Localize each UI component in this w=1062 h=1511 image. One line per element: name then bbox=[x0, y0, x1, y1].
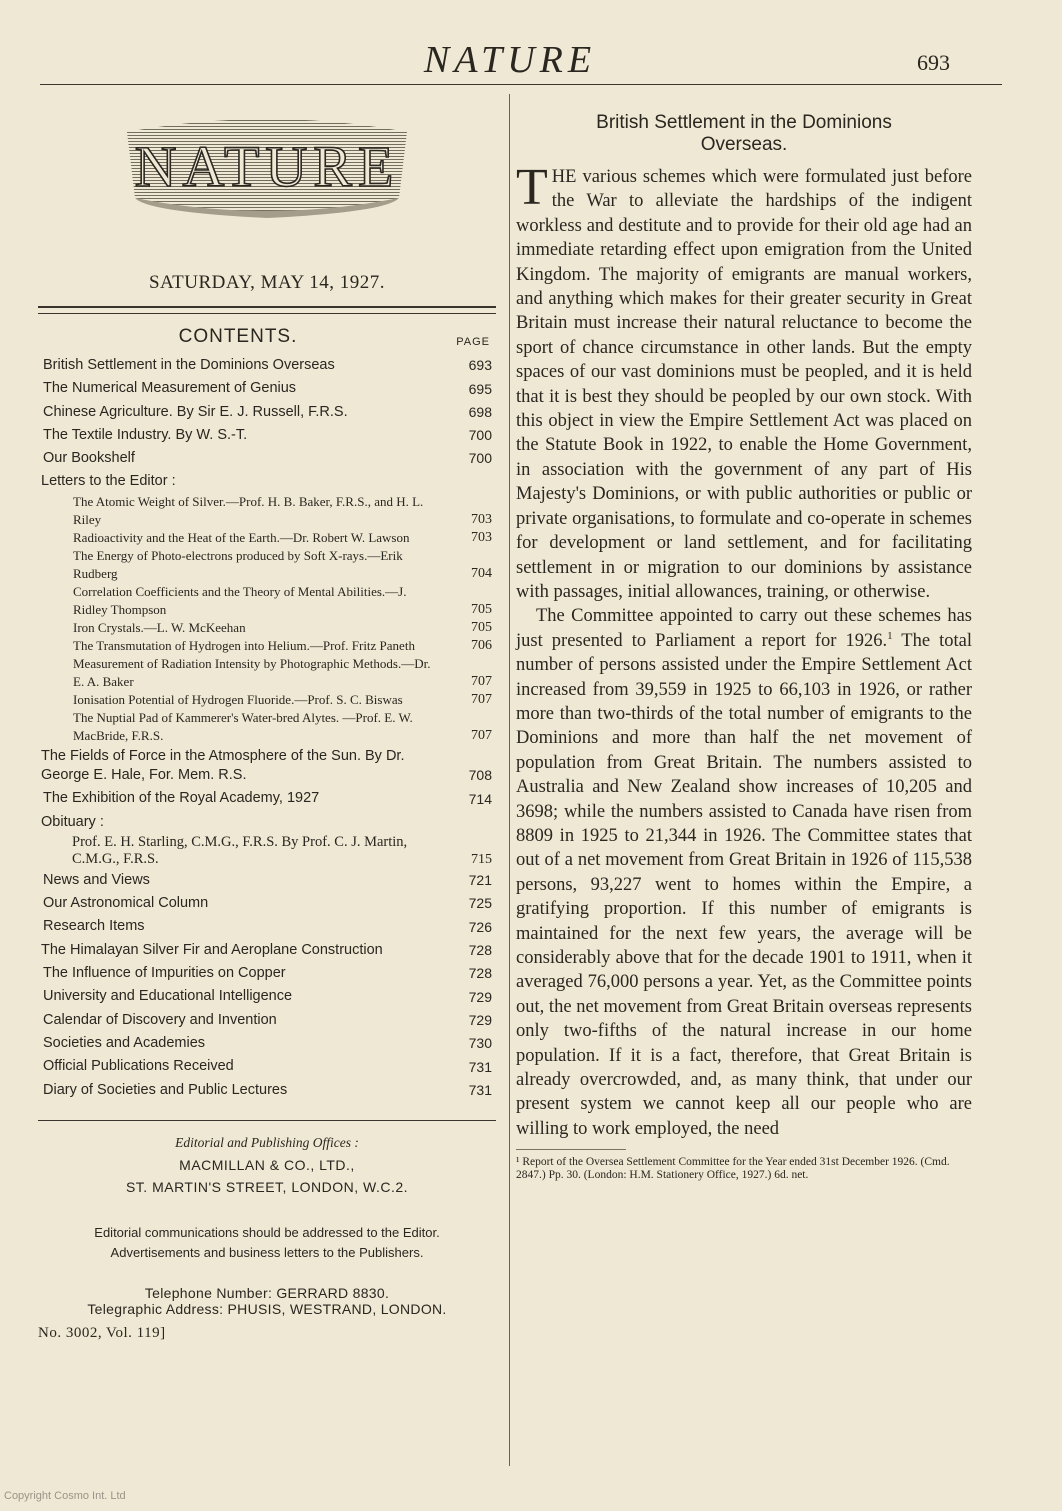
toc-page: 725 bbox=[468, 895, 492, 912]
table-of-contents bbox=[38, 354, 496, 1102]
toc-letter-item[interactable] bbox=[38, 583, 496, 619]
toc-letter-item[interactable] bbox=[38, 709, 496, 745]
toc-title: The Energy of Photo-electrons produced by Soft X-rays.—Erik Rudberg bbox=[73, 548, 403, 582]
toc-letter-item[interactable] bbox=[38, 547, 496, 583]
toc-page: 707 bbox=[471, 674, 492, 690]
toc-section-title: Obituary : bbox=[41, 813, 104, 830]
toc-page: 707 bbox=[471, 728, 492, 744]
editorial-note-line: Advertisements and business letters to the Publishers. bbox=[110, 1244, 424, 1260]
toc-title: Prof. E. H. Starling, C.M.G., F.R.S. By Prof. C. J. Martin, C.M.G., F.R.S. bbox=[72, 833, 408, 868]
toc-title: University and Educational Intelligence bbox=[43, 988, 293, 1005]
article-title-line: Overseas. bbox=[700, 134, 788, 155]
article-title-line: British Settlement in the Dominions bbox=[596, 112, 892, 133]
toc-page: 721 bbox=[468, 872, 492, 889]
footnote-rule bbox=[516, 1149, 626, 1150]
toc-item[interactable] bbox=[38, 1055, 496, 1078]
toc-page: 730 bbox=[468, 1035, 492, 1052]
toc-item[interactable] bbox=[38, 1079, 496, 1102]
toc-title: British Settlement in the Dominions Overseas bbox=[43, 357, 335, 373]
toc-title: Chinese Agriculture. By Sir E. J. Russell, F.R.S. bbox=[43, 403, 348, 420]
toc-title: Correlation Coefficients and the Theory of Mental Abilities.—J. Ridley Thompson bbox=[73, 584, 407, 618]
page-column-label: PAGE bbox=[456, 336, 490, 348]
footnote: ¹ Report of the Oversea Settlement Committee for the Year ended 31st December 1926. (Cmd. 2847.) Pp. 30. (London: H.M. Stationery Office, 1927.) 6d. net. bbox=[516, 1156, 950, 1181]
toc-page: 707 bbox=[471, 692, 492, 708]
toc-page: 698 bbox=[468, 403, 492, 420]
toc-title: Research Items bbox=[43, 918, 145, 935]
toc-item[interactable] bbox=[38, 747, 496, 784]
issue-date: SATURDAY, MAY 14, 1927. bbox=[148, 272, 386, 293]
toc-item[interactable] bbox=[38, 941, 496, 960]
toc-title: Diary of Societies and Public Lectures bbox=[43, 1081, 288, 1098]
toc-page: 729 bbox=[468, 1012, 492, 1029]
toc-page: 731 bbox=[468, 1058, 492, 1075]
toc-page: 708 bbox=[468, 767, 492, 784]
column-divider bbox=[509, 94, 510, 1466]
footnote-marker[interactable]: 1 bbox=[887, 629, 893, 642]
toc-page: 700 bbox=[468, 450, 492, 467]
toc-title: The Himalayan Silver Fir and Aeroplane Construction bbox=[41, 941, 383, 958]
toc-title: Our Bookshelf bbox=[43, 450, 135, 467]
article-body bbox=[516, 159, 972, 1141]
toc-letter-item[interactable] bbox=[38, 637, 496, 655]
toc-item[interactable] bbox=[38, 787, 496, 810]
toc-item[interactable] bbox=[38, 985, 496, 1008]
contents-top-rule bbox=[38, 306, 496, 314]
toc-title: The Influence of Impurities on Copper bbox=[43, 965, 286, 982]
toc-page: 700 bbox=[468, 427, 492, 444]
drop-cap: T bbox=[516, 159, 548, 216]
toc-section-obituary bbox=[38, 811, 496, 834]
toc-title: The Nuptial Pad of Kammerer's Water-bred Alytes. —Prof. E. W. MacBride, F.R.S. bbox=[73, 710, 413, 744]
toc-item[interactable] bbox=[38, 424, 496, 447]
toc-letter-item[interactable] bbox=[38, 619, 496, 637]
header-rule bbox=[40, 84, 1002, 85]
page-header bbox=[0, 38, 1062, 88]
offices-label: Editorial and Publishing Offices : bbox=[175, 1134, 359, 1150]
paragraph-text: The Committee appointed to carry out these schemes has just presented to Parliament a report for 1926. bbox=[516, 606, 972, 651]
toc-page: 706 bbox=[471, 638, 492, 654]
toc-letter-item[interactable] bbox=[38, 493, 496, 529]
publisher-address: ST. MARTIN'S STREET, LONDON, W.C.2. bbox=[125, 1178, 409, 1195]
contents-title: CONTENTS. bbox=[178, 326, 298, 347]
toc-item[interactable] bbox=[38, 1009, 496, 1032]
article-title bbox=[516, 112, 972, 156]
issue-number: No. 3002, Vol. 119] bbox=[38, 1324, 166, 1341]
toc-title: The Transmutation of Hydrogen into Helium.—Prof. Fritz Paneth bbox=[73, 638, 415, 654]
toc-letter-item[interactable] bbox=[38, 691, 496, 709]
toc-page: 703 bbox=[471, 512, 492, 528]
publisher-name: MACMILLAN & CO., LTD., bbox=[179, 1156, 355, 1173]
left-column bbox=[38, 94, 496, 1342]
journal-title: NATURE bbox=[423, 39, 597, 81]
toc-item[interactable] bbox=[38, 447, 496, 470]
toc-title: Official Publications Received bbox=[43, 1058, 234, 1075]
toc-item[interactable] bbox=[38, 962, 496, 985]
toc-obituary-item[interactable] bbox=[38, 834, 496, 869]
toc-title: The Exhibition of the Royal Academy, 1927 bbox=[43, 790, 320, 807]
toc-section-letters bbox=[38, 470, 496, 493]
toc-letter-item[interactable] bbox=[38, 655, 496, 691]
paragraph-text: HE various schemes which were formulated just before the War to alleviate the hardships of the indigent workless and destitute and to provide for their old age had an immediate retarding effect upon emigration from the United Kingdom. The majority of emigrants are manual workers, and anything which makes for their greater security in Great Britain must increase their natural reluctance to become the sport of chance circumstance in other lands. But the empty spaces of our vast dominions must be peopled, and it is held that it is best they should be peopled by our own stock. With this object in view the Empire Settlement Act was placed on the Statute Book in 1922, to enable the Home Government, in association with the government of any part of His Majesty's Dominions, or with public authorities or public or private organisations, to formulate and co-operate in schemes for development or land settlement, and for facilitating settlement in or migration to our dominions by assistance with passages, initial allowances, training, or otherwise. bbox=[516, 167, 972, 602]
toc-page: 704 bbox=[471, 566, 492, 582]
toc-item[interactable] bbox=[38, 915, 496, 938]
toc-page: 726 bbox=[468, 918, 492, 935]
telephone-number: Telephone Number: GERRARD 8830. bbox=[144, 1284, 390, 1301]
editorial-note bbox=[38, 1223, 496, 1263]
page-number: 693 bbox=[917, 50, 950, 75]
masthead-logo bbox=[87, 104, 447, 224]
right-column bbox=[516, 112, 972, 1181]
toc-item[interactable] bbox=[38, 869, 496, 892]
masthead-engraving bbox=[87, 104, 447, 224]
toc-title: Radioactivity and the Heat of the Earth.—Dr. Robert W. Lawson bbox=[73, 530, 410, 546]
copyright-watermark: Copyright Cosmo Int. Ltd bbox=[4, 1490, 126, 1502]
toc-page: 731 bbox=[468, 1081, 492, 1098]
toc-title: Our Astronomical Column bbox=[43, 895, 209, 912]
toc-page: 705 bbox=[471, 620, 492, 636]
paragraph-text: The total number of persons assisted under the Empire Settlement Act increased from 39,559 in 1925 to 66,103 in 1926, or rather more than two-thirds of the total number of emigrants to the Dominions and more than half the net movement of population from Great Britain. The numbers assisted to Australia and New Zealand show increases of 10,205 and 3698; while the numbers assisted to Canada have risen from 8809 in 1925 to 21,344 in 1926. The Committee states that out of a net movement from Great Britain in 1926 of 115,538 persons, 93,227 went to homes within the Empire, a gratifying proportion. If this number of emigrants is maintained for the next few years, the average will be considerably above that for the decade 1901 to 1911, when it averaged 76,000 persons a year. Yet, as the Committee points out, the net movement from Great Britain overseas represents only two-fifths of the natural increase in our home population. If it is a fact, therefore, that Great Britain is already overcrowded, and, as many think, that under our present system we cannot keep all our people who are willing to work employed, the need bbox=[516, 630, 972, 1139]
toc-title: The Fields of Force in the Atmosphere of the Sun. By Dr. George E. Hale, For. Mem. R.S. bbox=[41, 748, 405, 783]
toc-title: Ionisation Potential of Hydrogen Fluoride.—Prof. S. C. Biswas bbox=[73, 692, 403, 708]
toc-item[interactable] bbox=[38, 377, 496, 400]
toc-title: The Atomic Weight of Silver.—Prof. H. B. Baker, F.R.S., and H. L. Riley bbox=[73, 494, 424, 528]
contents-header bbox=[38, 326, 496, 354]
toc-title: The Numerical Measurement of Genius bbox=[43, 380, 297, 397]
toc-item[interactable] bbox=[38, 892, 496, 915]
toc-section-title: Letters to the Editor : bbox=[41, 473, 176, 490]
article-paragraph bbox=[516, 159, 972, 604]
toc-page: 728 bbox=[468, 942, 492, 959]
toc-page: 693 bbox=[468, 357, 492, 374]
toc-page: 703 bbox=[471, 530, 492, 546]
toc-item[interactable] bbox=[38, 1032, 496, 1055]
telegraphic-address: Telegraphic Address: PHUSIS, WESTRAND, LONDON. bbox=[87, 1300, 447, 1317]
publisher-offices bbox=[38, 1120, 496, 1317]
toc-page: 705 bbox=[471, 602, 492, 618]
toc-item[interactable] bbox=[38, 401, 496, 424]
toc-title: Iron Crystals.—L. W. McKeehan bbox=[73, 620, 246, 636]
toc-title: News and Views bbox=[43, 871, 150, 888]
toc-page: 714 bbox=[468, 790, 492, 807]
article-paragraph bbox=[516, 604, 972, 1141]
toc-title: Societies and Academies bbox=[43, 1035, 206, 1052]
toc-item[interactable] bbox=[38, 354, 496, 377]
editorial-note-line: Editorial communications should be addressed to the Editor. bbox=[94, 1224, 440, 1240]
toc-page: 695 bbox=[468, 380, 492, 397]
toc-page: 715 bbox=[471, 851, 492, 867]
toc-title: Measurement of Radiation Intensity by Photographic Methods.—Dr. E. A. Baker bbox=[73, 656, 431, 690]
toc-letter-item[interactable] bbox=[38, 529, 496, 547]
toc-page: 728 bbox=[468, 965, 492, 982]
masthead-logo-text: NATURE bbox=[134, 134, 400, 199]
toc-page: 729 bbox=[468, 988, 492, 1005]
toc-title: The Textile Industry. By W. S.-T. bbox=[43, 426, 248, 443]
toc-title: Calendar of Discovery and Invention bbox=[43, 1011, 277, 1028]
